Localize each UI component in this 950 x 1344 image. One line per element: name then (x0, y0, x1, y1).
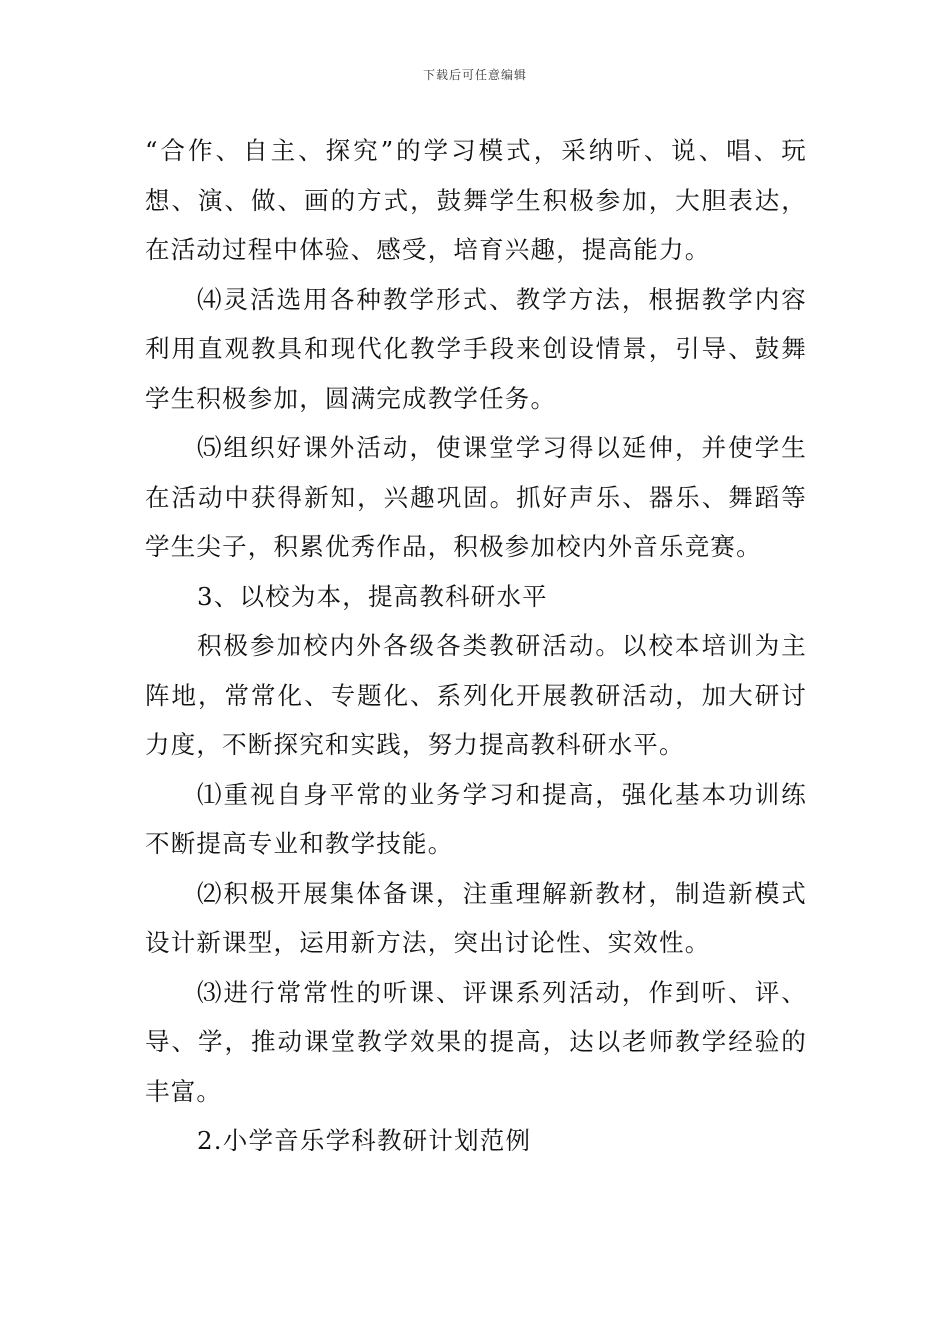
section-heading: 2.小学音乐学科教研计划范例 (197, 1126, 532, 1155)
paragraph: ⑴重视自身平常的业务学习和提高，强化基本功训练不断提高专业和教学技能。 (145, 779, 807, 858)
paragraph: ⑵积极开展集体备课，注重理解新教材，制造新模式设计新课型，运用新方法，突出讨论性、实效性。 (145, 878, 807, 957)
document-body (145, 126, 807, 1166)
paragraph: “合作、自主、探究”的学习模式，采纳听、说、唱、玩想、演、做、画的方式，鼓舞学生积极参加，大胆表达，在活动过程中体验、感受，培育兴趣，提高能力。 (145, 136, 807, 264)
section-heading: 3、以校为本，提高教科研水平 (197, 581, 548, 611)
paragraph: ⑸组织好课外活动，使课堂学习得以延伸，并使学生在活动中获得新知，兴趣巩固。抓好声乐、器乐、舞蹈等学生尖子，积累优秀作品，积极参加校内外音乐竞赛。 (145, 433, 807, 561)
paragraph: 积极参加校内外各级各类教研活动。以校本培训为主阵地，常常化、专题化、系列化开展教研活动，加大研讨力度，不断探究和实践，努力提高教科研水平。 (145, 631, 807, 759)
page-header: 下载后可任意编辑 (422, 68, 527, 82)
paragraph: ⑶进行常常性的听课、评课系列活动，作到听、评、导、学，推动课堂教学效果的提高，达以老师教学经验的丰富。 (145, 977, 807, 1106)
paragraph: ⑷灵活选用各种教学形式、教学方法，根据教学内容利用直观教具和现代化教学手段来创设情景，引导、鼓舞学生积极参加，圆满完成教学任务。 (145, 284, 807, 413)
